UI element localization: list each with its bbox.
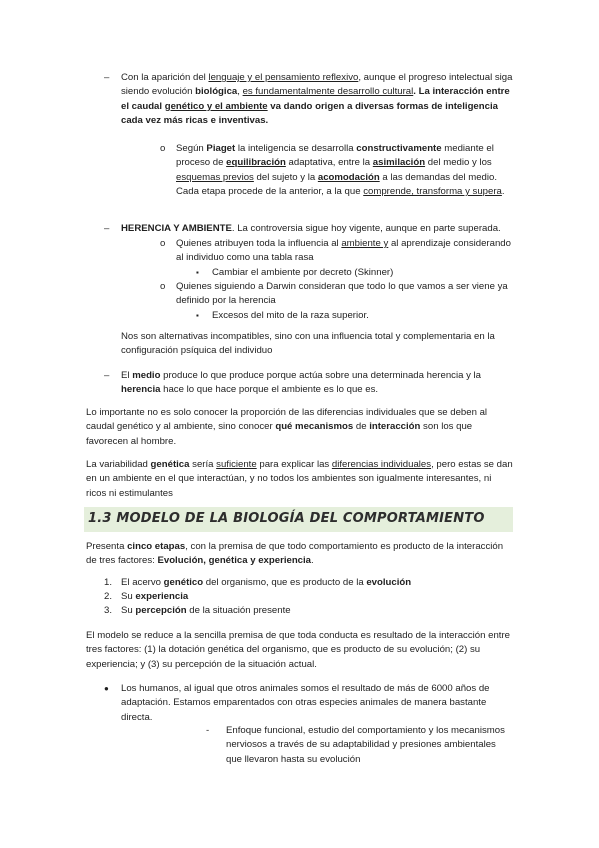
text-run: , con la premisa de que todo comportamiento es producto de la interacción de tres factores: bbox=[86, 541, 504, 567]
bold-text: va dando origen a diversas formas de inteligencia cada vez más ricas e inventivas. bbox=[121, 100, 498, 127]
bold-underlined-term: equilibración bbox=[226, 157, 286, 169]
bold-term: herencia bbox=[121, 384, 161, 396]
square-marker: ▪ bbox=[196, 311, 199, 320]
text-run: El bbox=[121, 370, 133, 381]
dash-marker: – bbox=[104, 370, 110, 381]
dash-marker: – bbox=[104, 223, 110, 234]
text-run: del organismo, que es producto de la bbox=[203, 577, 367, 588]
darwin-view: Quienes siguiendo a Darwin consideran que todo lo que vamos a ser viene ya definido por la herencia bbox=[176, 281, 508, 307]
text-run: produce lo que produce porque actúa sobre una determinada herencia y la bbox=[160, 370, 482, 381]
dash-marker: - bbox=[206, 725, 210, 736]
text-run: , bbox=[237, 86, 243, 98]
text-run: para explicar las bbox=[256, 459, 332, 470]
section-heading: 1.3 MODELO DE LA BIOLOGÍA DEL COMPORTAMIENTO bbox=[88, 511, 485, 526]
model-summary: El modelo se reduce a la sencilla premisa de que toda conducta es resultado de la interacción entre tres factores: (1) la dotación genética del organismo, que es producto de su evolución; (2) su experiencia; y (3) su percepción de la situación actual. bbox=[86, 630, 510, 670]
list-number: 2. bbox=[104, 591, 113, 602]
text-run: hace lo que hace porque el ambiente es lo que es. bbox=[160, 384, 379, 396]
circle-marker: o bbox=[160, 238, 166, 249]
dash-marker: – bbox=[104, 72, 110, 83]
text-run: El acervo bbox=[121, 577, 164, 588]
list-number: 1. bbox=[104, 577, 113, 588]
bold-term: experiencia bbox=[135, 591, 189, 602]
text-run: Presenta bbox=[86, 541, 128, 552]
text-run: son los que favorecen al hombre. bbox=[86, 421, 473, 447]
bold-term: constructivamente bbox=[356, 143, 442, 154]
text-run: del medio y los bbox=[425, 157, 492, 169]
list-item bbox=[121, 590, 513, 604]
bold-term: Evolución, genética y experiencia bbox=[157, 555, 312, 567]
text-run: . La controversia sigue hoy vigente, aunque en parte superada. bbox=[231, 223, 501, 234]
square-marker: ▪ bbox=[196, 268, 199, 277]
environment-view bbox=[176, 237, 511, 266]
text-run: Quienes atribuyen toda la influencia al bbox=[176, 238, 342, 249]
heredity-paragraph bbox=[121, 222, 513, 236]
text-run: Su bbox=[121, 605, 136, 616]
text-run: , aunque el progreso intelectual siga siendo evolución bbox=[121, 72, 513, 98]
bold-term: genética bbox=[150, 459, 190, 470]
mechanisms-paragraph bbox=[86, 406, 514, 449]
text-run: Con la aparición del bbox=[121, 72, 209, 83]
underlined-term: comprende, transforma y supera bbox=[363, 186, 502, 198]
circle-marker: o bbox=[160, 281, 166, 292]
underlined-term: esquemas previos bbox=[176, 171, 254, 183]
bold-term: biológica bbox=[195, 86, 238, 98]
humans-bullet: Los humanos, al igual que otros animales somos el resultado de más de 6000 años de adaptación. Estamos emparentados con otras especies animales de manera bastante directa. bbox=[121, 683, 490, 723]
text-run: la inteligencia se desarrolla bbox=[235, 143, 357, 154]
bold-term: evolución bbox=[366, 577, 412, 588]
text-run: a las demandas del medio. Cada etapa procede de la anterior, a la que bbox=[176, 171, 498, 198]
piaget-paragraph bbox=[176, 142, 513, 200]
text-run: sería bbox=[189, 459, 217, 470]
circle-marker: o bbox=[160, 143, 166, 154]
text-run: de la situación presente bbox=[186, 605, 291, 616]
text-run: . bbox=[501, 186, 505, 198]
environment-heredity-paragraph bbox=[121, 369, 513, 398]
bullet-marker: ● bbox=[104, 684, 109, 693]
section-intro bbox=[86, 540, 514, 569]
evolution-paragraph bbox=[121, 71, 513, 129]
text-run: , pero estas se dan en un ambiente en el que interactúan, y no todos los ambientes son igualmente interesantes, ni ricos ni estimulantes bbox=[86, 459, 513, 499]
bold-term: Piaget bbox=[206, 143, 236, 154]
bold-term: genético bbox=[163, 577, 204, 588]
text-run: La variabilidad bbox=[86, 459, 151, 470]
skinner-note: Cambiar el ambiente por decreto (Skinner) bbox=[212, 267, 394, 278]
text-run: de bbox=[353, 421, 370, 433]
bold-underlined-term: genético y el ambiente bbox=[164, 100, 268, 112]
underlined-term: diferencias individuales bbox=[331, 459, 432, 470]
text-run: Su bbox=[121, 591, 136, 602]
list-item bbox=[121, 604, 513, 618]
complementary-paragraph: Nos son alternativas incompatibles, sino con una influencia total y complementaria en la configuración psíquica del individuo bbox=[121, 331, 495, 357]
text-run: . bbox=[311, 555, 314, 567]
bold-underlined-term: acomodación bbox=[317, 171, 380, 183]
underlined-term: lenguaje y el pensamiento reflexivo bbox=[208, 72, 359, 83]
bold-term: cinco etapas bbox=[127, 541, 186, 552]
bold-term: interacción bbox=[369, 421, 421, 433]
text-run: mediante el proceso de bbox=[176, 143, 494, 169]
bold-term: HERENCIA Y AMBIENTE bbox=[121, 223, 232, 234]
underlined-term: ambiente y bbox=[341, 238, 389, 249]
text-run: adaptativa, entre la bbox=[285, 157, 373, 169]
text-run: Según bbox=[176, 143, 207, 154]
bold-text: . La interacción entre el caudal bbox=[121, 86, 510, 112]
race-myth-note: Excesos del mito de la raza superior. bbox=[212, 310, 369, 321]
underlined-term: suficiente bbox=[216, 459, 257, 470]
variability-paragraph bbox=[86, 458, 514, 501]
text-run: del sujeto y la bbox=[253, 171, 318, 183]
text-run: al aprendizaje considerando al individuo como una tabla rasa bbox=[176, 238, 511, 264]
list-item bbox=[121, 576, 513, 590]
underlined-term: es fundamentalmente desarrollo cultural bbox=[242, 86, 414, 98]
text-run: Lo importante no es solo conocer la proporción de las diferencias individuales que se deben al caudal genético y al ambiente, sino conocer bbox=[86, 407, 488, 433]
bold-underlined-term: asimilación bbox=[372, 157, 426, 169]
bold-term: medio bbox=[132, 370, 161, 381]
list-number: 3. bbox=[104, 605, 113, 616]
bold-term: qué mecanismos bbox=[275, 421, 354, 433]
bold-term: percepción bbox=[135, 605, 187, 616]
functional-approach-note: Enfoque funcional, estudio del comportamiento y los mecanismos nerviosos a través de su adaptabilidad y presiones ambientales que llevaron hasta su evolución bbox=[226, 725, 505, 765]
